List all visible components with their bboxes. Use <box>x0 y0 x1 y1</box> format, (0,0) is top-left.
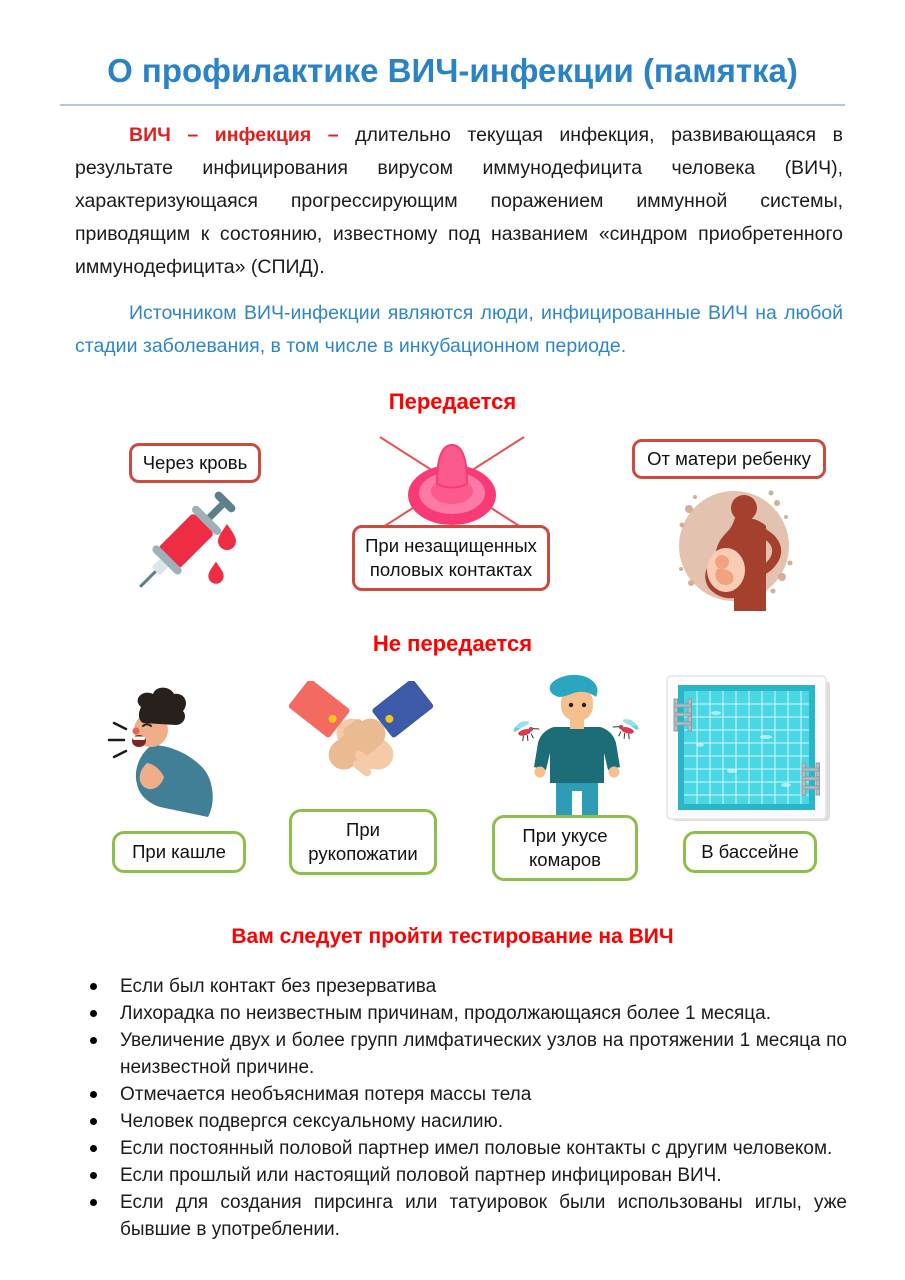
label-handshake <box>289 809 437 875</box>
bullet-item: Если прошлый или настоящий половой партнер инфицирован ВИЧ. <box>88 1162 847 1189</box>
bullet-item: Увеличение двух и более групп лимфатических узлов на протяжении 1 месяца по неизвестной причине. <box>88 1027 847 1081</box>
not-transmitted-row <box>0 669 905 889</box>
intro-paragraph <box>75 119 843 284</box>
label-through-blood <box>129 443 261 483</box>
label-text: При укусе комаров <box>522 824 608 870</box>
title-divider <box>60 104 845 106</box>
transmitted-heading: Передается <box>388 389 517 414</box>
label-text: При незащищенных половых контактах <box>365 534 537 580</box>
testing-bullet-list <box>88 973 847 1243</box>
label-mother-to-child <box>632 439 826 479</box>
label-text: В бассейне <box>701 840 799 862</box>
bullet-item: Если для создания пирсинга или татуировок были использованы иглы, уже бывшие в употреблении. <box>88 1189 847 1243</box>
coughing-man-icon <box>102 679 230 827</box>
bullet-item: Если постоянный половой партнер имел половые контакты с другим человеком. <box>88 1135 847 1162</box>
bullet-item: Если был контакт без презерватива <box>88 973 847 1000</box>
transmitted-row <box>0 429 905 625</box>
crossed-condom-icon <box>370 435 534 531</box>
label-swimming-pool <box>683 831 817 873</box>
handshake-icon <box>280 681 442 803</box>
mosquito-bite-icon <box>510 673 642 819</box>
intro-body: длительно текущая инфекция, развивающаяся в результате инфицирования вирусом иммунодефицита человека (ВИЧ), характеризующаяся прогрессирующим поражением иммунной системы, приводящим к состоянию, известному под названием «синдром приобретенного иммунодефицита» (СПИД). <box>75 124 843 278</box>
pregnant-woman-icon <box>669 481 799 611</box>
label-text: При кашле <box>132 840 226 862</box>
testing-heading: Вам следует пройти тестирование на ВИЧ <box>231 925 674 948</box>
bullet-item: Лихорадка по неизвестным причинам, продолжающаяся более 1 месяца. <box>88 1000 847 1027</box>
not-transmitted-heading: Не передается <box>372 631 533 656</box>
syringe-icon <box>126 479 264 617</box>
intro-lead: ВИЧ – инфекция – <box>129 124 339 146</box>
swimming-pool-icon <box>666 675 832 823</box>
label-mosquito-bite <box>492 815 638 881</box>
label-text: От матери ребенку <box>647 447 811 469</box>
label-text: При рукопожатии <box>308 818 418 864</box>
label-unprotected-sex <box>352 525 550 591</box>
bullet-item: Отмечается необъяснимая потеря массы тела <box>88 1081 847 1108</box>
bullet-item: Человек подвергся сексуальному насилию. <box>88 1108 847 1135</box>
source-note-paragraph: Источником ВИЧ-инфекции являются люди, инфицированные ВИЧ на любой стадии заболевания, в том числе в инкубационном периоде. <box>75 302 843 357</box>
page-title: О профилактике ВИЧ-инфекции (памятка) <box>107 52 798 89</box>
label-coughing <box>112 831 246 873</box>
label-text: Через кровь <box>142 451 248 473</box>
